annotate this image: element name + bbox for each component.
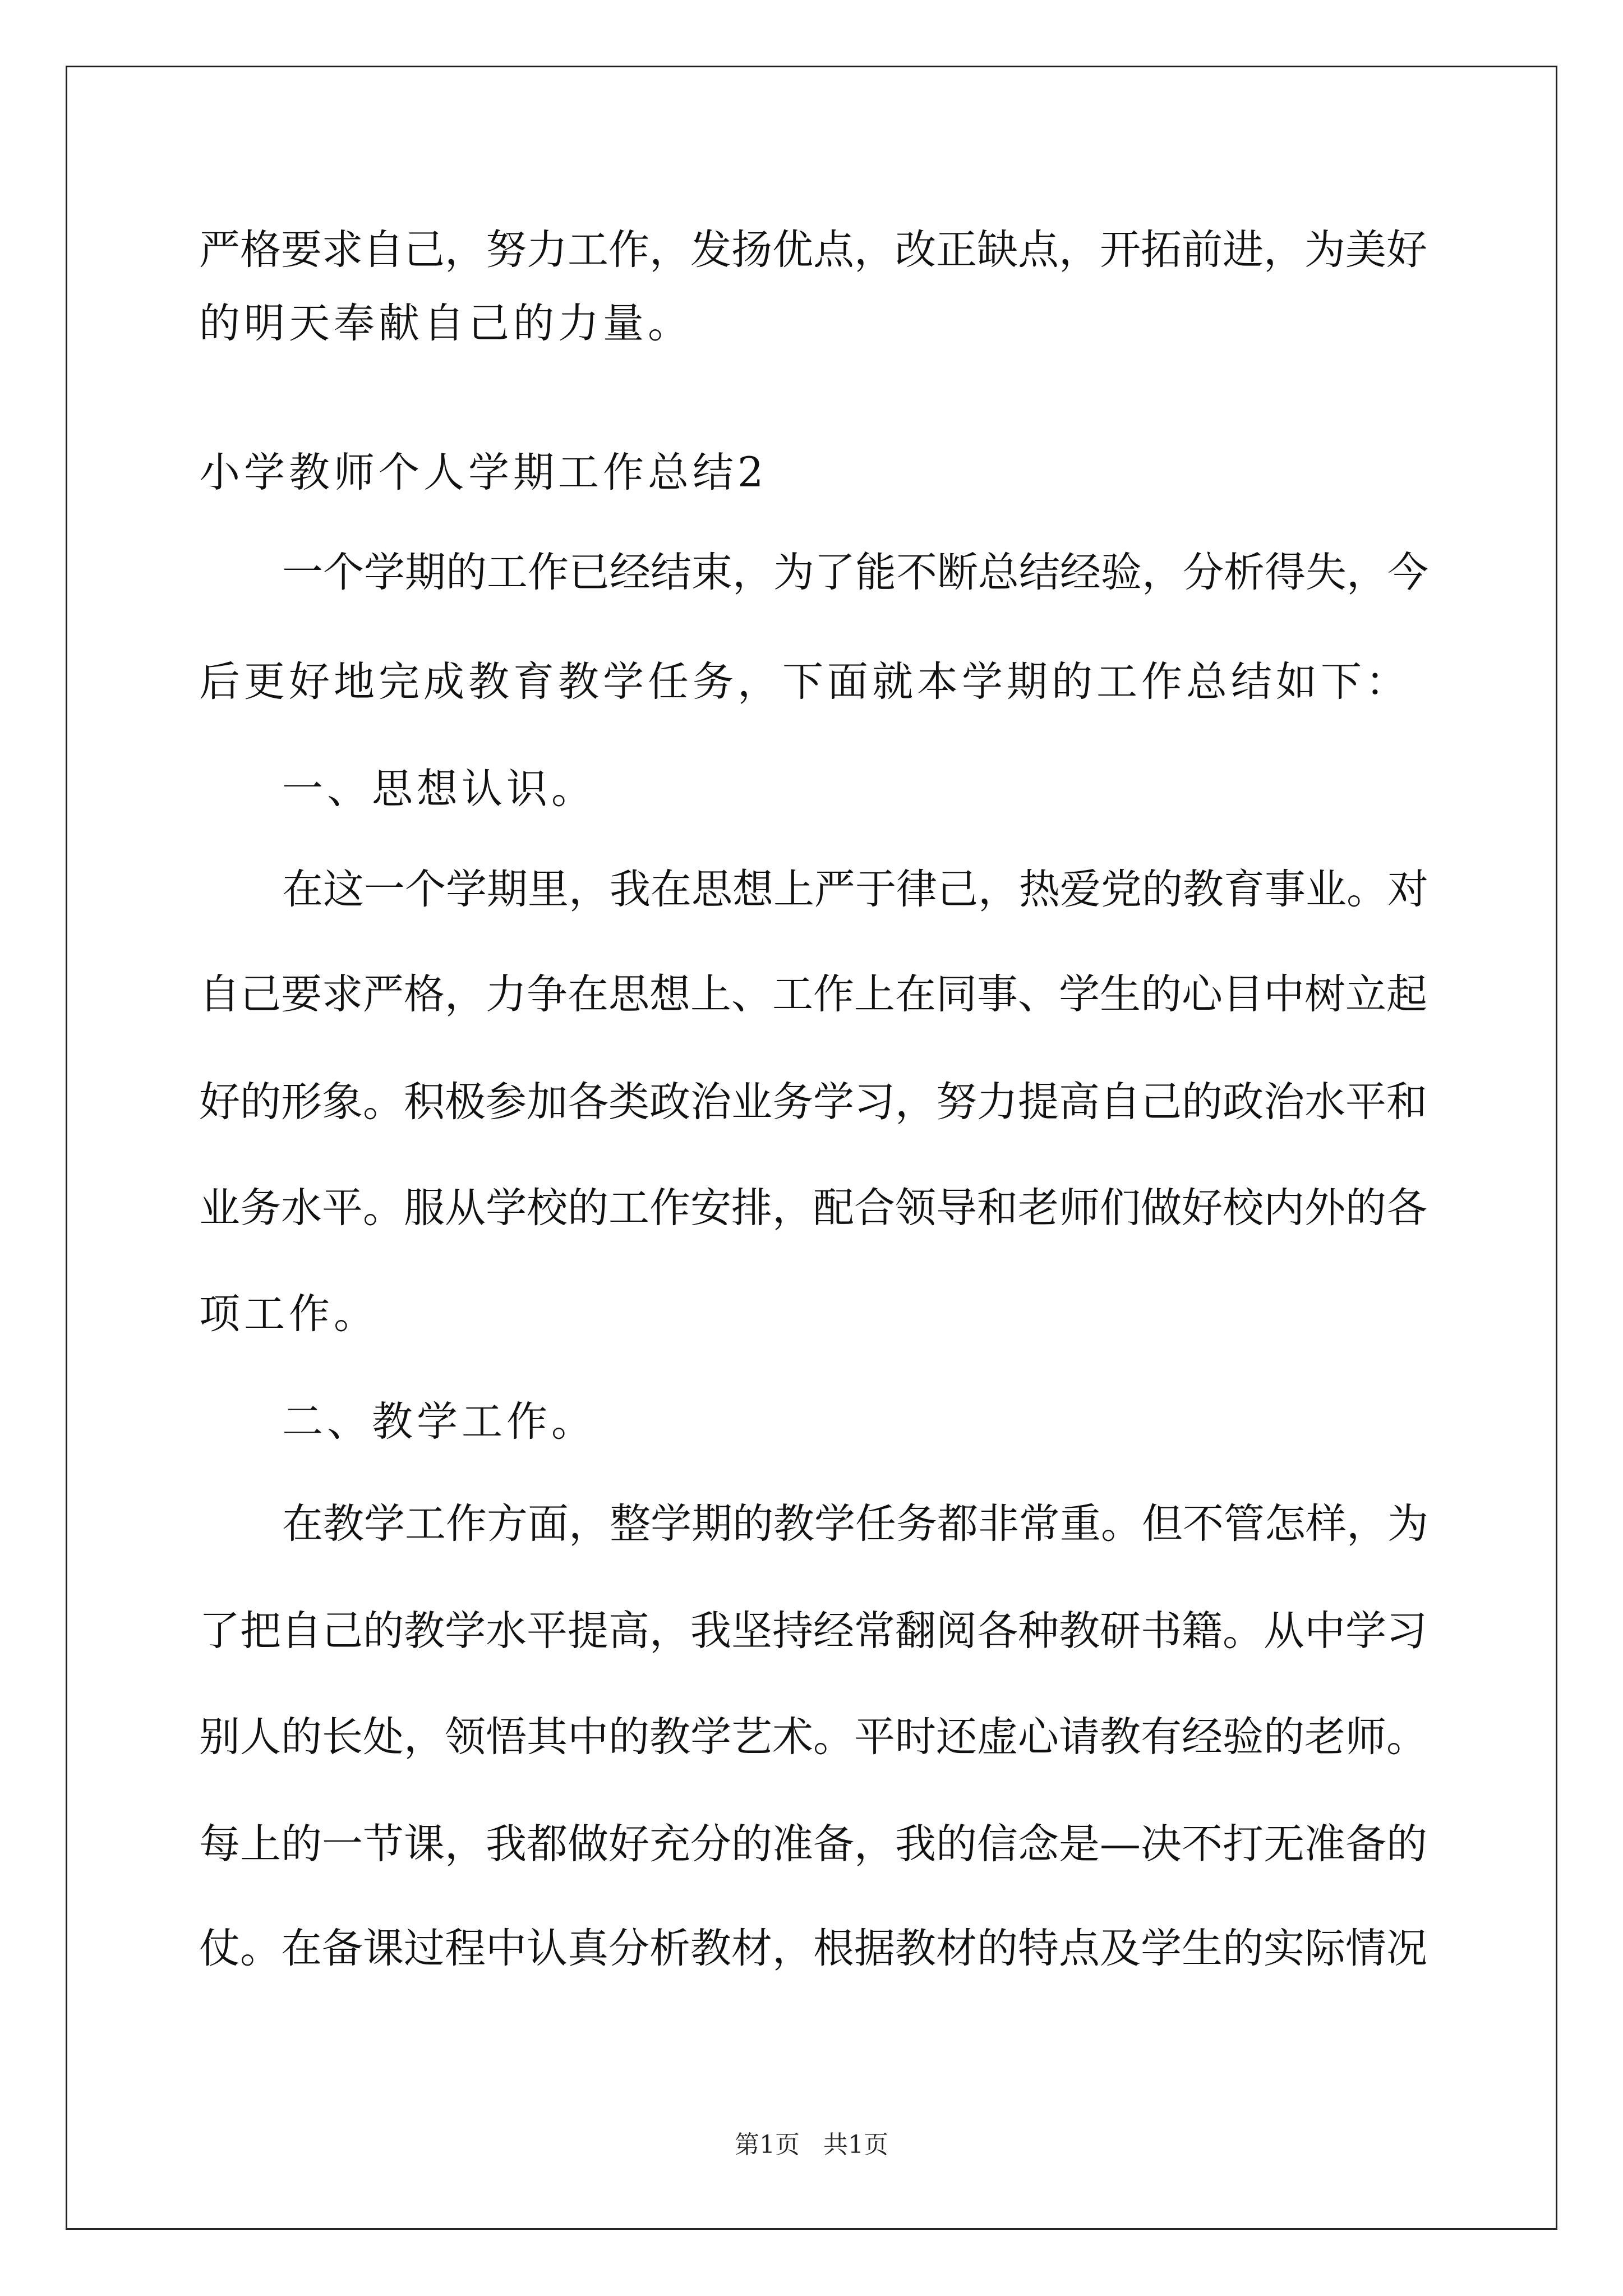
body-line-10: 业务水平。服从学校的工作安排，配合领导和老师们做好校内外的各 bbox=[199, 1184, 1427, 1232]
body-line-16: 每上的一节课，我都做好充分的准备，我的信念是—决不打无准备的 bbox=[199, 1820, 1427, 1868]
body-line-5: 后更好地完成教育教学任务，下面就本学期的工作总结如下： bbox=[199, 658, 1410, 706]
body-line-11: 项工作。 bbox=[199, 1290, 379, 1338]
body-line-17: 仗。在备课过程中认真分析教材，根据教材的特点及学生的实际情况 bbox=[199, 1925, 1427, 1972]
body-line-7: 在这一个学期里，我在思想上严于律己，热爱党的教育事业。对 bbox=[282, 866, 1428, 913]
body-line-13: 在教学工作方面，整学期的教学任务都非常重。但不管怎样，为 bbox=[282, 1500, 1428, 1548]
body-line-14: 了把自己的教学水平提高，我坚持经常翻阅各种教研书籍。从中学习 bbox=[199, 1607, 1427, 1655]
body-line-8: 自己要求严格，力争在思想上、工作上在同事、学生的心目中树立起 bbox=[199, 970, 1427, 1018]
page-border bbox=[66, 66, 1557, 2230]
heading-teaching: 二、教学工作。 bbox=[282, 1398, 596, 1446]
body-line-4: 一个学期的工作已经结束，为了能不断总结经验，分析得失，今 bbox=[282, 549, 1428, 596]
page-footer: 第1页 共1页 bbox=[735, 2131, 888, 2159]
body-line-2: 的明天奉献自己的力量。 bbox=[199, 300, 693, 347]
section-title: 小学教师个人学期工作总结2 bbox=[199, 449, 768, 496]
body-line-15: 别人的长处，领悟其中的教学艺术。平时还虚心请教有经验的老师。 bbox=[199, 1713, 1427, 1761]
body-line-1: 严格要求自己，努力工作，发扬优点，改正缺点，开拓前进，为美好 bbox=[199, 226, 1427, 274]
heading-thought: 一、思想认识。 bbox=[282, 765, 596, 813]
body-line-9: 好的形象。积极参加各类政治业务学习，努力提高自己的政治水平和 bbox=[199, 1078, 1427, 1126]
